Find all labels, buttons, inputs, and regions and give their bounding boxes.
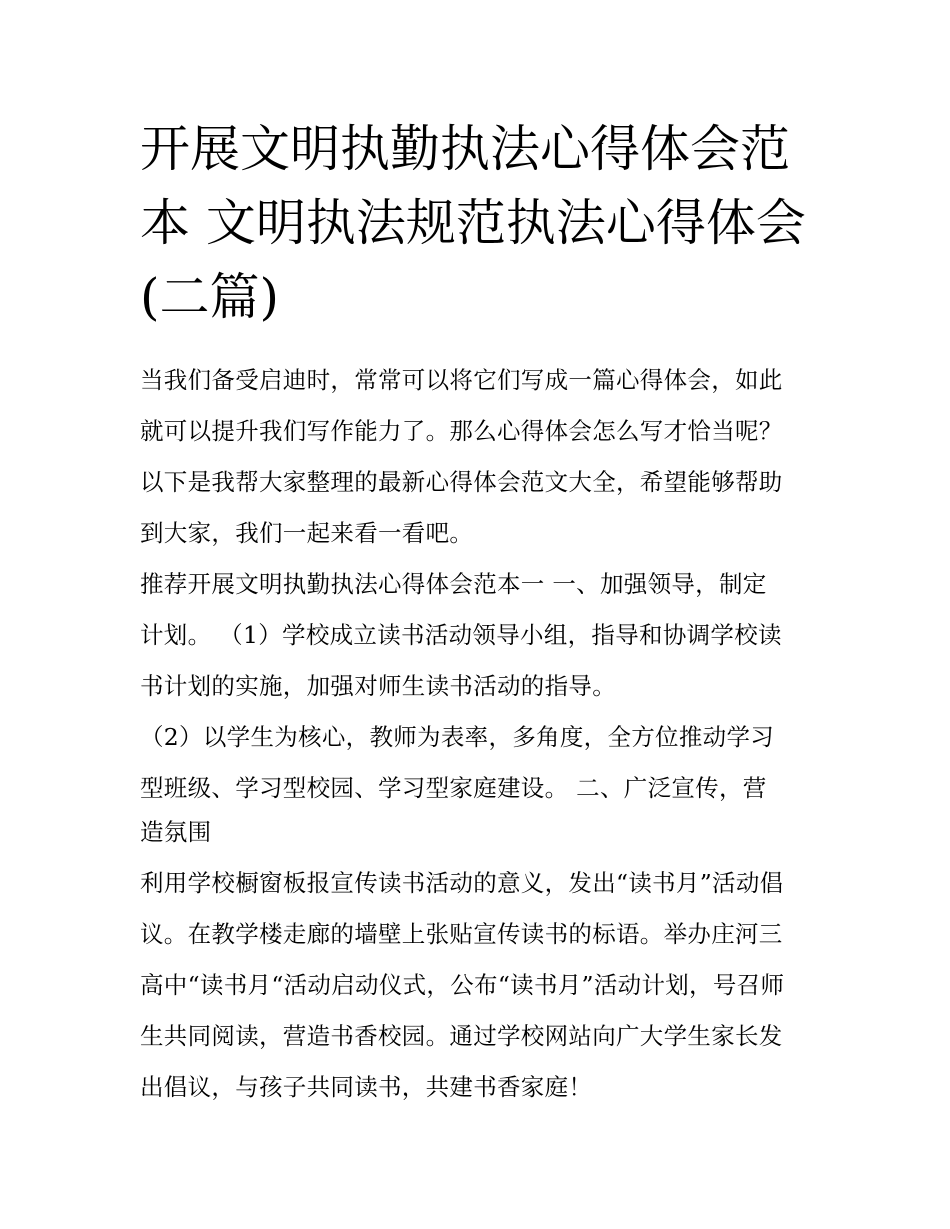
body-line-13: 高中“读书月“活动启动仪式，公布“读书月”活动计划，号召师 <box>140 971 785 999</box>
body-line-11: 利用学校橱窗板报宣传读书活动的意义，发出“读书月”活动倡 <box>140 869 784 897</box>
body-line-9: 型班级、学习型校园、学习型家庭建设。 二、广泛宣传，营 <box>140 774 767 802</box>
body-line-6: 计划。 （1）学校成立读书活动领导小组，指导和协调学校读 <box>140 621 782 649</box>
body-line-10: 造氛围 <box>140 818 212 846</box>
document-body <box>140 357 830 1115</box>
title-line-2: 本 文明执法规范执法心得体会 <box>140 194 806 252</box>
body-line-12: 议。在教学楼走廊的墙壁上张贴宣传读书的标语。举办庄河三 <box>140 920 783 948</box>
body-line-1: 当我们备受启迪时，常常可以将它们写成一篇心得体会，如此 <box>140 366 783 394</box>
body-line-5: 推荐开展文明执勤执法心得体会范本一 一、加强领导，制定 <box>140 570 767 598</box>
title-line-1: 开展文明执勤执法心得体会范 <box>140 120 790 178</box>
body-line-4: 到大家，我们一起来看一看吧。 <box>140 519 474 547</box>
body-line-8: （2）以学生为核心，教师为表率，多角度，全方位推动学习 <box>140 723 775 751</box>
body-line-14: 生共同阅读，营造书香校园。通过学校网站向广大学生家长发 <box>140 1022 783 1050</box>
document-title <box>140 112 830 334</box>
title-line-3: (二篇) <box>140 268 280 326</box>
body-line-7: 书计划的实施，加强对师生读书活动的指导。 <box>140 672 616 700</box>
body-line-3: 以下是我帮大家整理的最新心得体会范文大全，希望能够帮助 <box>140 468 783 496</box>
body-line-15: 出倡议，与孩子共同读书，共建书香家庭！ <box>140 1073 593 1101</box>
body-line-2: 就可以提升我们写作能力了。那么心得体会怎么写才恰当呢？ <box>140 417 783 445</box>
